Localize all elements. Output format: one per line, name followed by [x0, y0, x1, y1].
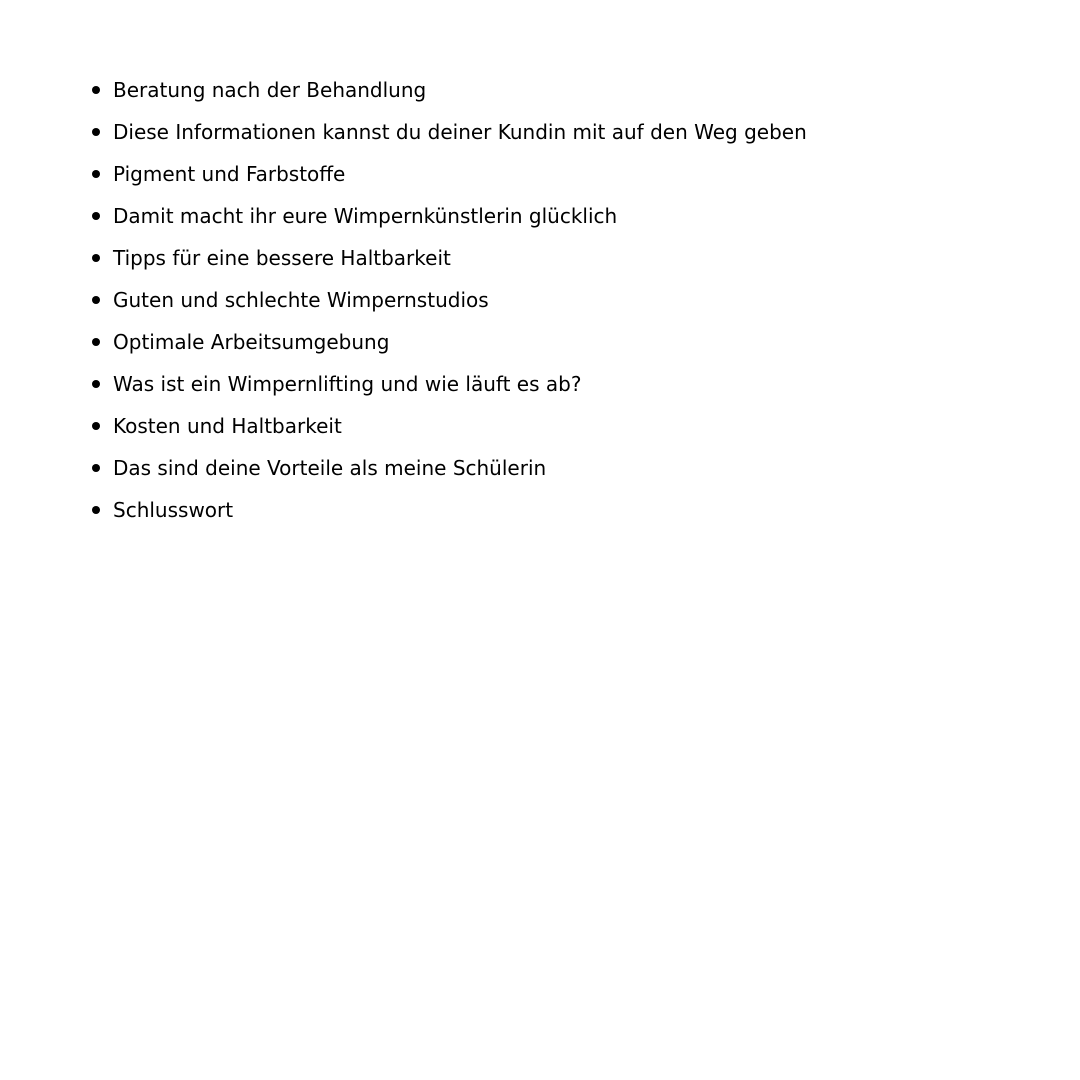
list-item-text: Kosten und Haltbarkeit — [113, 414, 342, 438]
table-of-contents-list — [90, 72, 807, 534]
bullet-icon — [92, 212, 100, 220]
list-item — [90, 240, 807, 282]
list-item — [90, 492, 807, 534]
list-item-text: Das sind deine Vorteile als meine Schülerin — [113, 456, 547, 480]
list-item — [90, 198, 807, 240]
bullet-icon — [92, 128, 100, 136]
list-item-text: Pigment und Farbstoffe — [113, 162, 346, 186]
list-item-text: Optimale Arbeitsumgebung — [113, 330, 390, 354]
bullet-icon — [92, 506, 100, 514]
bullet-icon — [92, 296, 100, 304]
list-item — [90, 366, 807, 408]
list-item-text: Damit macht ihr eure Wimpernkünstlerin glücklich — [113, 204, 618, 228]
list-item-text: Tipps für eine bessere Haltbarkeit — [113, 246, 451, 270]
list-item — [90, 72, 807, 114]
bullet-icon — [92, 86, 100, 94]
list-item-text: Was ist ein Wimpernlifting und wie läuft es ab? — [113, 372, 582, 396]
list-item — [90, 156, 807, 198]
list-item — [90, 282, 807, 324]
list-item-text: Beratung nach der Behandlung — [113, 78, 427, 102]
list-item-text: Guten und schlechte Wimpernstudios — [113, 288, 489, 312]
list-item — [90, 114, 807, 156]
list-item — [90, 450, 807, 492]
list-item — [90, 408, 807, 450]
bullet-icon — [92, 170, 100, 178]
list-item-text: Diese Informationen kannst du deiner Kundin mit auf den Weg geben — [113, 120, 807, 144]
list-item-text: Schlusswort — [113, 498, 234, 522]
bullet-icon — [92, 338, 100, 346]
bullet-icon — [92, 422, 100, 430]
bullet-icon — [92, 464, 100, 472]
list-item — [90, 324, 807, 366]
bullet-icon — [92, 380, 100, 388]
bullet-icon — [92, 254, 100, 262]
